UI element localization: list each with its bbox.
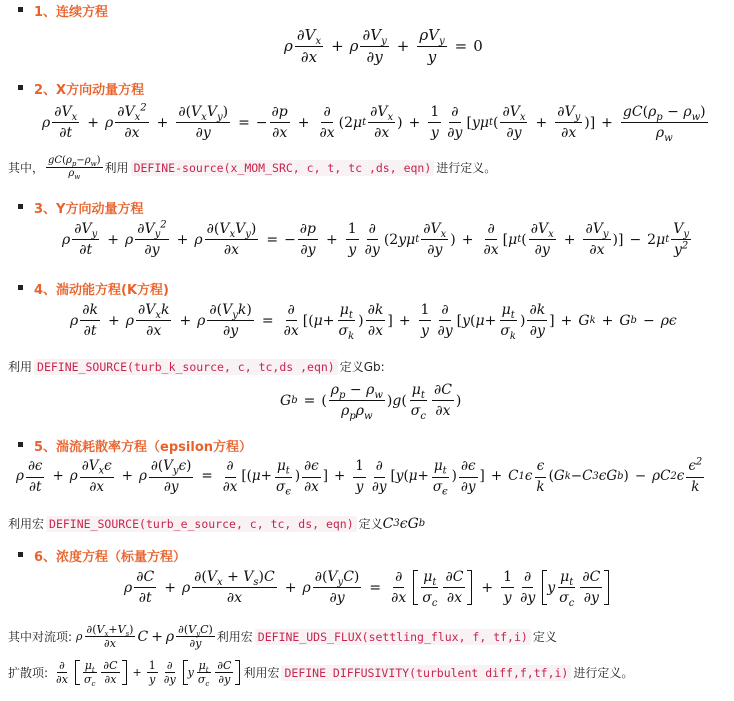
section-heading: 5、湍流耗散率方程（epsilon方程）: [34, 440, 253, 455]
section-heading: 3、Y方向动量方程: [34, 202, 144, 217]
k-source-note: [8, 358, 385, 375]
note-text: 其中，: [8, 161, 45, 175]
k-equation: ρ ∂k ∂t + ρ $\partial V_xk$ ∂x + ρ $\partial(V_yk)$ ∂y = ∂ ∂x [( μ + $\mu_t$ $\sigma_k$ ) ∂k ∂x ] + $\frac{1}{y}$ ∂ ∂y [ y ( μ + $\mu_t$ $\sigma_k$ ) ∂k ∂y ] + G k + G b − ρϵ: [70, 302, 677, 342]
gb-equation: G b = ( $\rho_p - \rho_w$ $\rho_p\rho_w$ ) g ( $\mu_t$ $\sigma_c$ ∂C ∂x ): [280, 382, 462, 422]
continuity-equation: ρ $\partial V_x$ ∂x + ρ $\partial V_y$ ∂y + $\rho V_y$ y = 0: [284, 26, 483, 66]
epsilon-equation: ρ ∂ϵ ∂t + ρ $\partial V_x\epsilon$ ∂x + ρ $\partial(V_y\epsilon)$ ∂y = ∂ ∂x [( μ + $\mu_t$ $\sigma_\epsilon$ ) ∂ϵ ∂x ] + $\frac{1}{y}$ ∂ ∂y [ y ( μ + $\mu_t$ $\sigma_\epsilon$ ) ∂ϵ ∂y ] + C 1 ϵ ϵ k ( G k − C 3 ϵG b ) − ρC 2 ϵ $\epsilon^2$ k: [16, 456, 703, 498]
inline-code: DEFINE DIFFUSIVITY(turbulent diff,f,tf,i): [281, 665, 571, 681]
bullet: [18, 204, 23, 209]
note-text: 利用: [104, 161, 129, 175]
note-text: 定义: [358, 517, 383, 531]
concentration-equation: ρ ∂C ∂t + ρ $\partial(V_x + V_s)C$ ∂x + ρ $\partial(V_yC)$ ∂y = ∂ ∂x $\mu_t$ $\sigma_c$ ∂C ∂x + $\frac{1}{y}$ ∂ ∂y y $\mu_t$ $\sigma_c$ ∂C ∂y: [124, 570, 612, 605]
bullet: [18, 85, 23, 90]
note-text: 扩散项:: [8, 666, 49, 680]
inline-code: DEFINE_UDS_FLUX(settling_flux, f, tf,i): [255, 629, 531, 645]
epsilon-source-note: [8, 515, 425, 532]
convection-term: ρ $\partial(V_x+V_s)$ ∂x C + ρ $\partial(V_yC)$ ∂y: [76, 623, 213, 650]
x-source-note: [8, 156, 496, 179]
note-text: 进行定义。: [436, 161, 497, 175]
bullet: [18, 442, 23, 447]
note-text: 进行定义。: [573, 666, 634, 680]
section-heading: 1、连续方程: [34, 5, 109, 20]
note-text: 定义: [532, 630, 557, 644]
section-heading: 2、X方向动量方程: [34, 83, 145, 98]
bullet: [18, 7, 23, 12]
bullet: [18, 552, 23, 557]
section-heading: 6、浓度方程（标量方程）: [34, 550, 187, 565]
bullet: [18, 285, 23, 290]
c3-term: C 3 ϵG b: [382, 515, 426, 532]
note-text: 定义Gb:: [339, 360, 385, 374]
y-momentum-equation: ρ $\partial V_y$ ∂t + ρ $\partial V_y^2$ ∂y + ρ $\partial(V_xV_y)$ ∂x = − $\frac{\partial p}{\partial y}$ + $\frac{1}{y}$ ∂ ∂y (2 yμ t $\partial V_x$ ∂y ) + ∂ ∂x [ μ t ( $\partial V_x$ ∂y + $\frac{\partial V_y}{\partial x}$ )] − 2 μ t $V_y$ $y^2$: [62, 219, 690, 258]
convection-note: [8, 624, 557, 649]
section-heading: 4、湍动能方程(K方程): [34, 283, 170, 298]
inline-code: DEFINE_SOURCE(turb_e_source, c, tc, ds, eqn): [46, 516, 357, 532]
diffusion-term: ∂ ∂x $\mu_t$ $\sigma_c$ ∂C ∂x + $\frac{1}{y}$ ∂ ∂y y $\mu_t$ $\sigma_c$ ∂C ∂y: [52, 660, 243, 685]
note-text: 利用: [8, 360, 33, 374]
source-term: $gC(\rho_p-\rho_w)$ $\rho_w$: [48, 155, 101, 181]
note-text: 利用宏: [216, 630, 253, 644]
note-text: 利用宏: [243, 666, 280, 680]
diffusion-note: [8, 659, 634, 689]
note-text: 利用宏: [8, 517, 45, 531]
inline-code: DEFINE-source(x_MOM_SRC, c, t, tc ,ds, eqn): [131, 160, 435, 176]
note-text: 其中对流项:: [8, 630, 73, 644]
x-momentum-equation: ρ $\partial V_x$ ∂t + ρ $\partial V_x^2$ ∂x + $\partial(V_xV_y)$ ∂y = − $\frac{\partial p}{\partial x}$ + ∂ ∂x (2 μ t $\partial V_x$ ∂x ) + $\frac{1}{y}$ ∂ ∂y [ yμ t ( $\partial V_x$ ∂y + $\frac{\partial V_y}{\partial x}$ )] + $\frac{gC(\rho_p - \rho_w)}{\rho_w}$: [42, 102, 706, 144]
inline-code: DEFINE_SOURCE(turb_k_source, c, tc,ds ,eqn): [34, 359, 338, 375]
